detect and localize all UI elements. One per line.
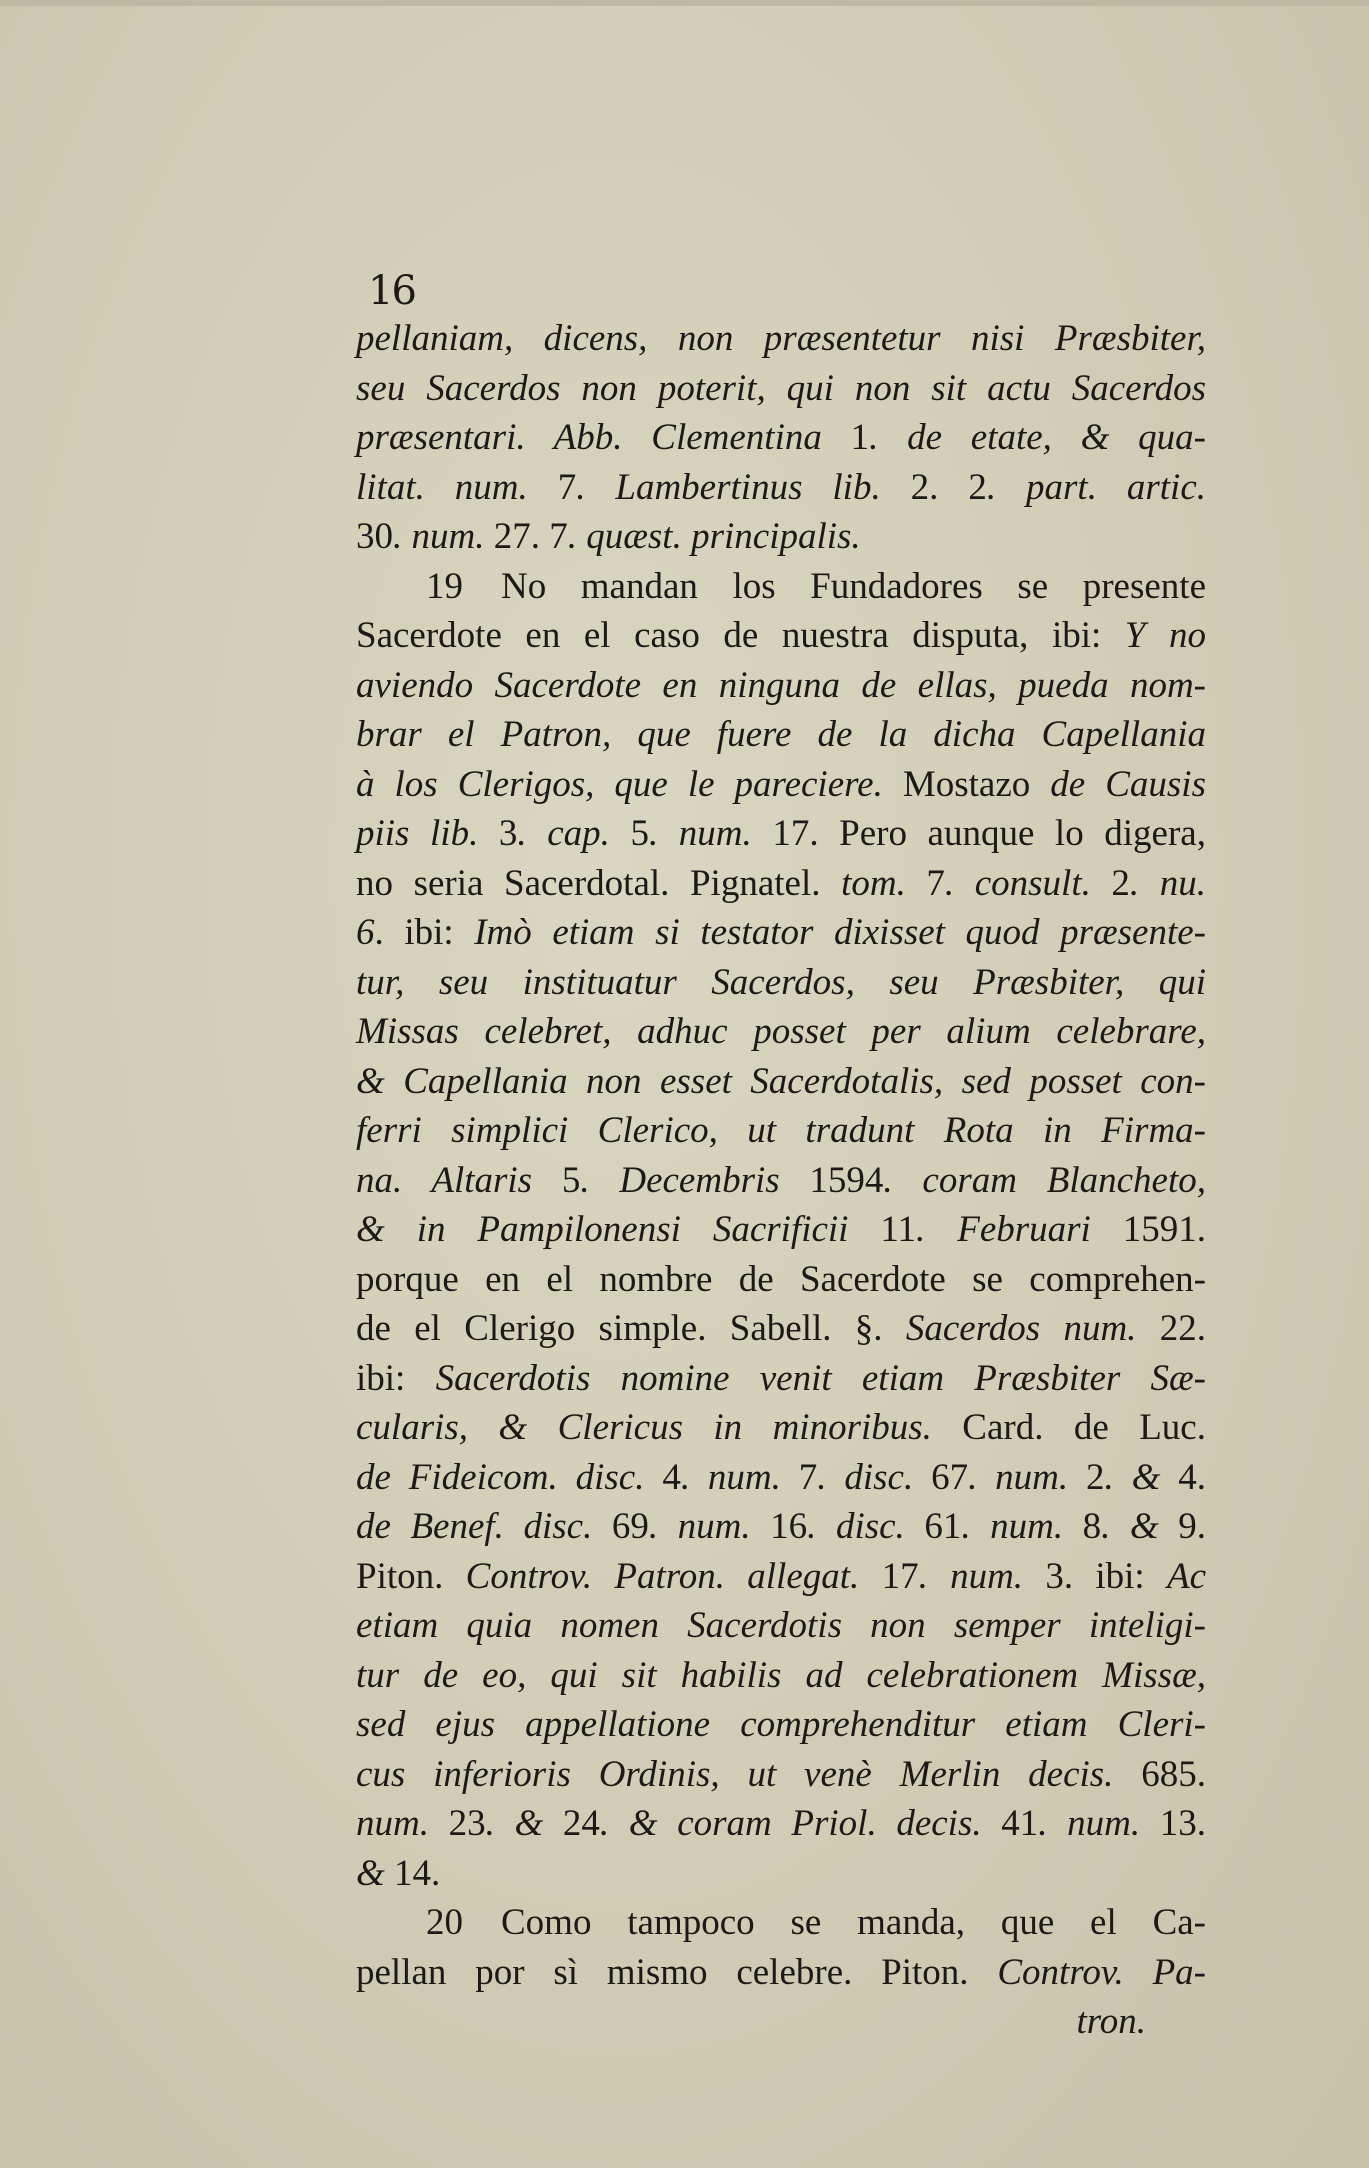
catchword: tron. (1076, 2001, 1146, 2042)
page-number: 16 (368, 268, 415, 314)
text-line (356, 809, 1206, 859)
text-segment: sed ejus appellatione comprehenditur etiam Cleri- (356, 1704, 1206, 1745)
text-segment: litat. num. (356, 466, 558, 508)
text-segment: Card. de Luc. (931, 1407, 1206, 1448)
text-line (356, 661, 1206, 711)
text-line (356, 1799, 1206, 1849)
text-segment: & (356, 1852, 395, 1894)
text-segment: num. (356, 1803, 449, 1844)
text-segment: . coram Blancheto, (883, 1159, 1206, 1201)
text-segment: . & coram Priol. decis. (599, 1803, 1002, 1844)
text-segment: na. Altaris (356, 1159, 562, 1201)
text-segment: cus inferioris Ordinis, ut venè Merlin decis. (356, 1753, 1142, 1795)
text-segment: . nu. (1129, 862, 1206, 904)
text-segment: Imò etiam si testator dixisset quod præsente- (474, 912, 1206, 953)
text-segment: & Capellania non esset Sacerdotalis, sed posset con- (356, 1060, 1206, 1102)
paragraph-number: 19 (426, 565, 463, 607)
text-segment: . disc. (807, 1506, 925, 1547)
text-segment: 24 (562, 1803, 600, 1844)
page-edge (0, 0, 1369, 6)
text-line (356, 413, 1206, 463)
text-segment: Controv. Patron. allegat. (465, 1555, 882, 1597)
text-line (356, 314, 1206, 364)
text-segment: . cap. (517, 813, 631, 854)
text-segment: . num. (968, 1456, 1086, 1498)
text-segment: Como tampoco se manda, que el Ca- (501, 1902, 1206, 1943)
text-segment: seu Sacerdos non poterit, qui non sit actu Sacerdos (356, 367, 1206, 409)
text-segment: porque en el nombre de Sacerdote se comprehen- (356, 1258, 1206, 1300)
text-segment: de el Clerigo simple. Sabell. §. (356, 1308, 906, 1349)
text-segment: . consult. (944, 862, 1112, 904)
text-segment: brar el Patron, que fuere de la dicha Capellania (356, 714, 1206, 755)
text-segment: 61 (924, 1506, 962, 1547)
text-segment: Sacerdote en el caso de nuestra disputa, ibi: (356, 615, 1125, 656)
text-line (356, 1205, 1206, 1255)
text-segment: . num. (648, 813, 773, 854)
text-line (356, 1403, 1206, 1453)
paragraph-number: 20 (426, 1902, 463, 1943)
text-segment: 17 (881, 1555, 919, 1597)
text-line (356, 1255, 1206, 1305)
text-line (356, 1502, 1206, 1552)
text-line (356, 1354, 1206, 1404)
text-line (356, 908, 1206, 958)
text-segment: de Causis (1050, 763, 1206, 805)
text-segment: . ibi: (374, 912, 475, 953)
text-line (356, 1700, 1206, 1750)
text-line (356, 958, 1206, 1008)
text-segment: 7 (926, 862, 945, 904)
text-segment: . num. (961, 1506, 1083, 1547)
text-line (356, 1552, 1206, 1602)
text-segment: 3 (498, 813, 518, 854)
text-segment: 5 (630, 813, 649, 854)
text-segment: piis lib. (356, 813, 499, 854)
text-segment: & in Pampilonensi Sacrificii (356, 1209, 881, 1250)
text-segment: 9. (1178, 1506, 1206, 1547)
text-segment: 6 (356, 912, 375, 953)
text-body (356, 314, 1206, 2047)
text-line (356, 611, 1206, 661)
text-segment: tom. (841, 862, 927, 904)
text-line (356, 562, 1206, 612)
text-segment: 4. (1178, 1456, 1206, 1498)
text-segment: . & (1101, 1506, 1179, 1547)
text-segment: 1 (850, 417, 870, 458)
text-line (356, 1849, 1206, 1899)
text-segment: de Fideicom. disc. (356, 1456, 663, 1498)
text-line (356, 1601, 1206, 1651)
text-segment: 8 (1082, 1506, 1102, 1547)
text-line (356, 1453, 1206, 1503)
text-segment: etiam quia nomen Sacerdotis non semper inteligi- (356, 1605, 1206, 1646)
text-segment: ibi: (356, 1357, 436, 1399)
text-segment: . num. (1038, 1803, 1160, 1844)
text-segment: Piton. (356, 1555, 466, 1597)
text-segment: 685. (1141, 1753, 1206, 1795)
text-segment: . & (485, 1803, 563, 1844)
text-segment: 22. (1159, 1308, 1206, 1349)
text-segment: 7 (798, 1456, 818, 1498)
text-segment: . de etate, & qua- (869, 417, 1207, 458)
text-segment: . & (1104, 1456, 1179, 1498)
text-segment: pellan por sì mismo celebre. Piton. (356, 1951, 998, 1993)
text-segment: Y no (1124, 615, 1207, 656)
text-segment: 17. Pero aunque lo digera, (772, 813, 1206, 854)
text-segment: aviendo Sacerdote en ninguna de ellas, pueda nom- (356, 664, 1206, 706)
text-segment: ferri simplici Clerico, ut tradunt Rota in Firma- (356, 1110, 1206, 1151)
text-segment: 11 (880, 1209, 917, 1250)
text-segment: 7 (557, 466, 577, 508)
text-segment: 69 (611, 1506, 649, 1547)
text-segment: cularis, & Clericus in minoribus. (356, 1407, 932, 1448)
text-segment: 3. ibi: (1045, 1555, 1167, 1597)
text-segment: pellaniam, dicens, non præsentetur nisi Præsbiter, (356, 318, 1206, 359)
text-segment: 14. (394, 1852, 441, 1894)
text-segment: . num. (648, 1506, 771, 1547)
text-segment: de Benef. disc. (356, 1506, 612, 1547)
text-line (356, 512, 1206, 562)
text-segment: . Decembris (580, 1159, 810, 1201)
text-segment: . num. (393, 516, 494, 557)
text-line (356, 710, 1206, 760)
text-segment: Ac (1166, 1555, 1206, 1597)
text-segment: Controv. Pa- (997, 1951, 1206, 1993)
text-segment: . Februari (916, 1209, 1123, 1250)
text-segment: 23 (448, 1803, 486, 1844)
text-line (356, 760, 1206, 810)
text-segment: 27. 7 (493, 516, 568, 557)
text-segment: . part. artic. (986, 466, 1207, 508)
text-line (356, 1057, 1206, 1107)
text-segment: . num. (918, 1555, 1046, 1597)
text-line (356, 1106, 1206, 1156)
text-segment: præsentari. Abb. Clementina (356, 417, 851, 458)
text-segment: 2. 2 (910, 466, 987, 508)
text-segment: 1591. (1122, 1209, 1207, 1250)
text-segment: tur, seu instituatur Sacerdos, seu Præsbiter, qui (356, 961, 1206, 1003)
text-line (356, 364, 1206, 414)
text-segment: . disc. (817, 1456, 932, 1498)
text-segment: 16 (770, 1506, 808, 1547)
text-line (356, 859, 1206, 909)
text-segment: No mandan los Fundadores se presente (501, 565, 1206, 607)
text-segment: no seria Sacerdotal. Pignatel. (356, 862, 842, 904)
text-segment: 30 (356, 516, 393, 557)
text-segment: Sacerdos num. (905, 1308, 1160, 1349)
text-segment: . num. (680, 1456, 799, 1498)
text-line (356, 1304, 1206, 1354)
text-segment: à los Clerigos, que le pareciere. (356, 763, 883, 805)
text-segment: 2 (1111, 862, 1130, 904)
text-segment: Mostazo (882, 763, 1051, 805)
text-segment: 1594 (809, 1159, 884, 1201)
text-line (356, 1651, 1206, 1701)
text-line (356, 1007, 1206, 1057)
text-line (356, 1898, 1206, 1948)
text-segment: 13. (1159, 1803, 1206, 1844)
text-segment: Sacerdotis nomine venit etiam Præsbiter Sæ- (435, 1357, 1206, 1399)
text-segment: 2 (1086, 1456, 1105, 1498)
text-line (356, 1750, 1206, 1800)
text-segment: . Lambertinus lib. (576, 466, 911, 508)
text-segment: 67 (931, 1456, 969, 1498)
text-segment: Missas celebret, adhuc posset per alium celebrare, (356, 1011, 1206, 1052)
text-segment: . quæst. principalis. (567, 516, 861, 557)
text-segment: 41 (1001, 1803, 1039, 1844)
text-segment: 4 (662, 1456, 681, 1498)
text-segment: tur de eo, qui sit habilis ad celebrationem Missæ, (356, 1654, 1206, 1696)
text-line (356, 1948, 1206, 1998)
text-line (356, 1156, 1206, 1206)
text-segment: 5 (561, 1159, 581, 1201)
text-line (356, 463, 1206, 513)
